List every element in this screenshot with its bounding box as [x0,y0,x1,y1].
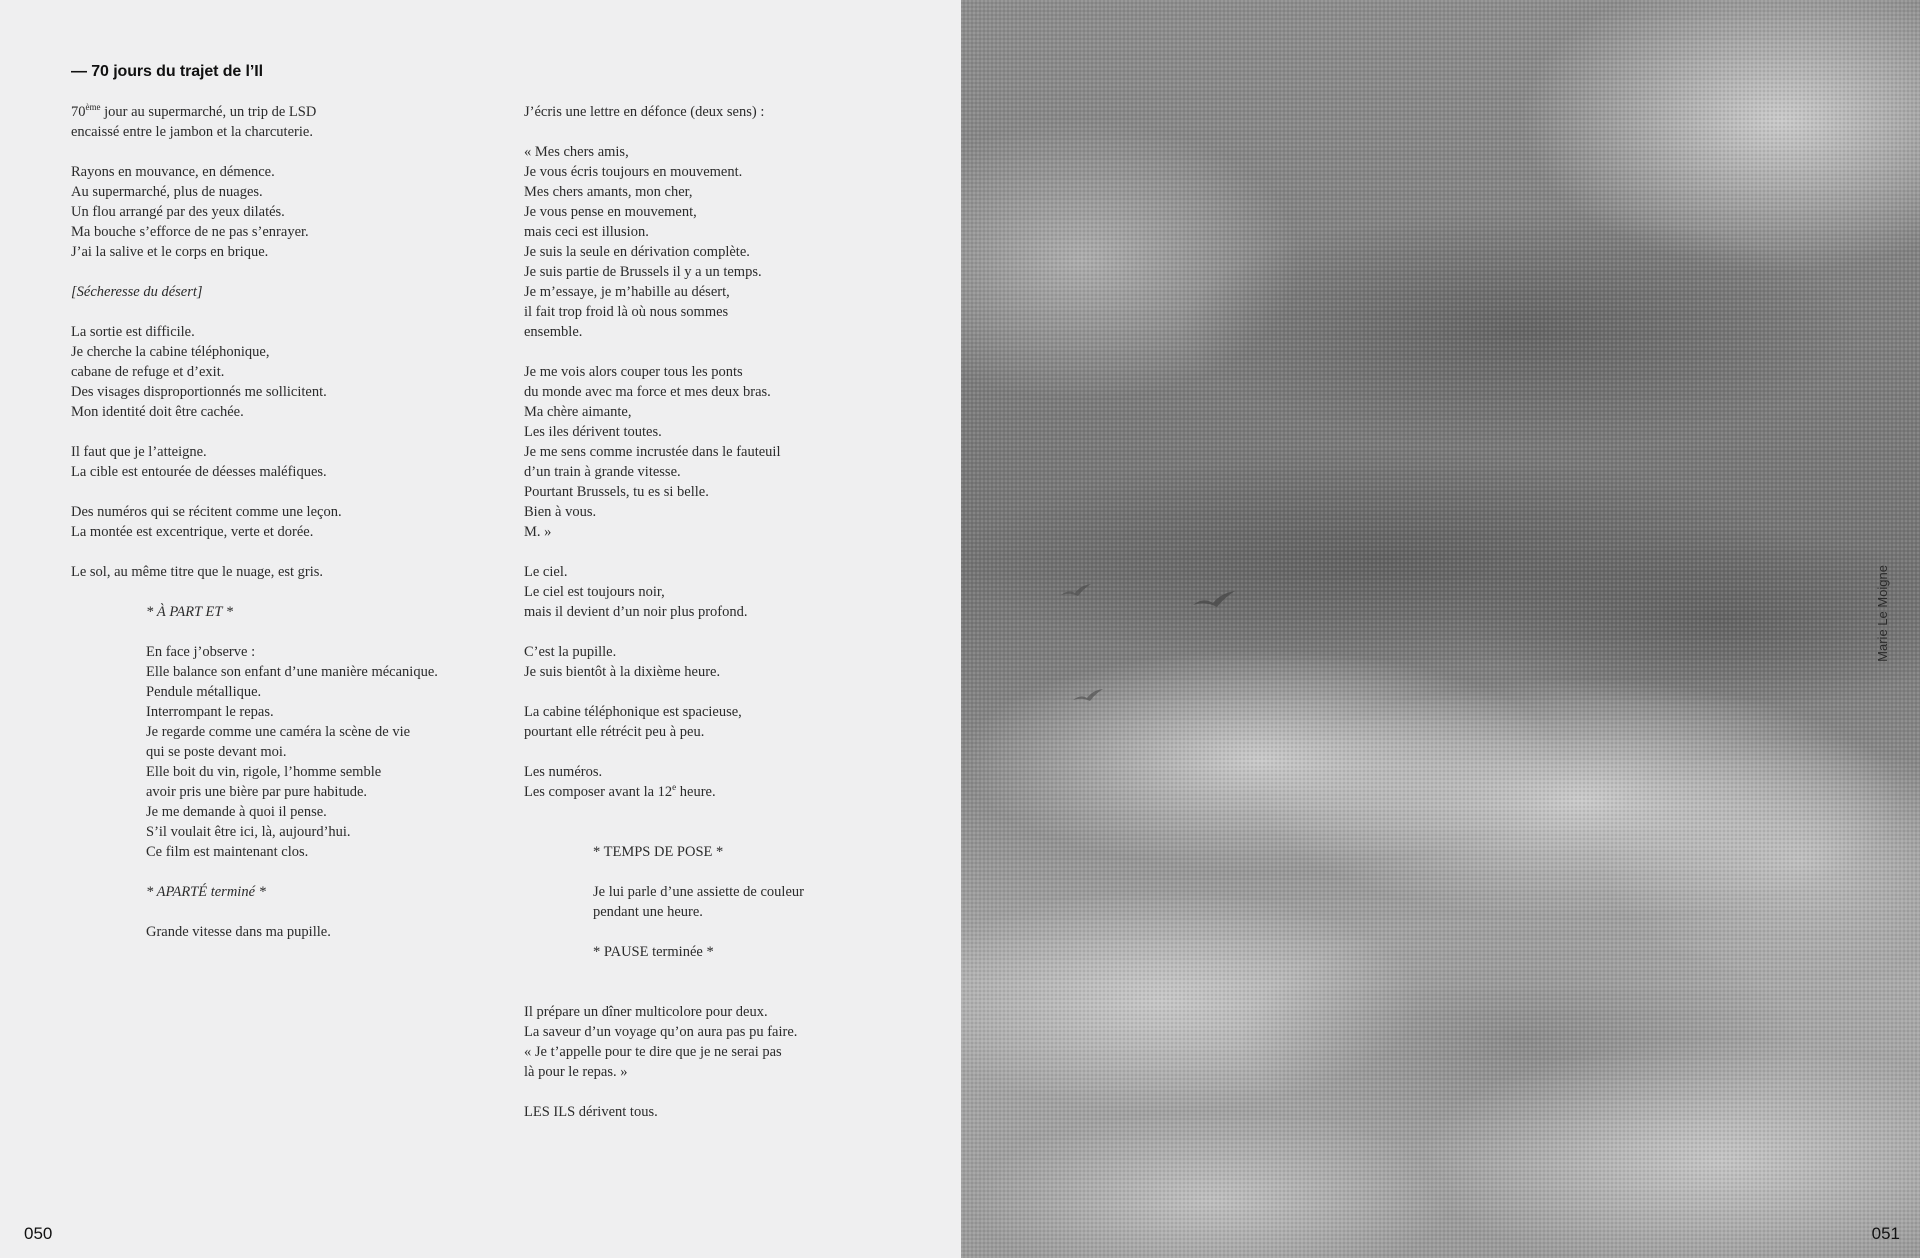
poem-line: Bien à vous. [524,504,597,520]
page-number-right: 051 [1871,1224,1900,1243]
poem-line: LES ILS dérivent tous. [524,1104,658,1120]
poem-line: Il prépare un dîner multicolore pour deux. [524,1004,768,1020]
poem-line: Des visages disproportionnés me sollicitent. [71,384,327,400]
poem-line: avoir pris une bière par pure habitude. [146,784,368,800]
right-page-photo [961,0,1920,1258]
poem-line: Je lui parle d’une assiette de couleur [593,884,804,900]
poem-line: Des numéros qui se récitent comme une leçon. [71,504,342,520]
poem-line: Je suis la seule en dérivation complète. [524,244,750,260]
poem-line: Je m’essaye, je m’habille au désert, [524,284,730,300]
poem-line: ensemble. [524,324,583,340]
poem-line: mais il devient d’un noir plus profond. [524,604,748,620]
poem-line: En face j’observe : [146,644,256,660]
section-marker: * APARTÉ terminé * [146,884,266,900]
poem-line: La cabine téléphonique est spacieuse, [524,704,742,720]
poem-line: pourtant elle rétrécit peu à peu. [524,724,705,740]
poem-line: La sortie est difficile. [71,324,195,340]
poem-line: Elle balance son enfant d’une manière mécanique. [146,664,438,680]
poem-line: Je vous pense en mouvement, [524,204,697,220]
poem-line: Je regarde comme une caméra la scène de vie [146,724,411,740]
poem-line: il fait trop froid là où nous sommes [524,304,729,320]
poem-line: Rayons en mouvance, en démence. [71,164,275,180]
poem-line: Je me vois alors couper tous les ponts [524,364,743,380]
poem-line: J’ai la salive et le corps en brique. [71,244,269,260]
poem-line: Les iles dérivent toutes. [524,424,662,440]
poem-line: Je suis bientôt à la dixième heure. [524,664,721,680]
poem-column-right [524,102,904,1122]
poem-line: S’il voulait être ici, là, aujourd’hui. [146,824,351,840]
poem-line: Au supermarché, plus de nuages. [71,184,263,200]
poem-line: Le ciel est toujours noir, [524,584,665,600]
poem-line: La montée est excentrique, verte et dorée. [71,524,314,540]
poem-line: Le sol, au même titre que le nuage, est gris. [71,564,324,580]
poem-line: Je me demande à quoi il pense. [146,804,327,820]
poem-line: Ma chère aimante, [524,404,632,420]
poem-line: « Mes chers amis, [524,144,629,160]
section-marker: * TEMPS DE POSE * [593,844,724,860]
poem-line: M. » [524,524,552,540]
poem-line: La cible est entourée de déesses maléfiques. [71,464,327,480]
poem-line: J’écris une lettre en défonce (deux sens) : [524,104,765,120]
poem-line: Les composer avant la 12e heure. [524,782,716,800]
poem-line: Je me sens comme incrustée dans le fauteuil [524,444,781,460]
poem-line: Je suis partie de Brussels il y a un temps. [524,264,762,280]
poem-line: La saveur d’un voyage qu’on aura pas pu faire. [524,1024,798,1040]
poem-line: d’un train à grande vitesse. [524,464,681,480]
poem-line: Les numéros. [524,764,603,780]
section-marker: * À PART ET * [146,604,234,620]
page-number-left: 050 [24,1224,53,1243]
poem-line: Ce film est maintenant clos. [146,844,309,860]
poem-line: Je cherche la cabine téléphonique, [71,344,270,360]
poem-aside: [Sécheresse du désert] [71,284,203,300]
poem-line: Mes chers amants, mon cher, [524,184,693,200]
poem-line: mais ceci est illusion. [524,224,649,240]
poem-line: du monde avec ma force et mes deux bras. [524,384,771,400]
poem-line: Pourtant Brussels, tu es si belle. [524,484,709,500]
poem-line: pendant une heure. [593,904,703,920]
poem-line: Il faut que je l’atteigne. [71,444,207,460]
poem-line: Le ciel. [524,564,568,580]
poem-line: « Je t’appelle pour te dire que je ne serai pas [524,1044,782,1060]
poem-line: Elle boit du vin, rigole, l’homme semble [146,764,382,780]
section-marker: * PAUSE terminée * [593,944,714,960]
poem-line: cabane de refuge et d’exit. [71,364,225,380]
poem-line: Je vous écris toujours en mouvement. [524,164,743,180]
poem-line: qui se poste devant moi. [146,744,287,760]
article-heading: — 70 jours du trajet de l’Il [71,63,263,80]
poem-column-left [71,102,491,942]
poem-line: là pour le repas. » [524,1064,628,1080]
poem-line: C’est la pupille. [524,644,617,660]
poem-line: Un flou arrangé par des yeux dilatés. [71,204,285,220]
cloudy-sky-photo [961,0,1920,1258]
poem-line: Grande vitesse dans ma pupille. [146,924,331,940]
poem-line: encaissé entre le jambon et la charcuterie. [71,124,313,140]
poem-line: Interrompant le repas. [146,704,274,720]
poem-line: Mon identité doit être cachée. [71,404,244,420]
photo-credit: Marie Le Moigne [1875,565,1890,662]
poem-line: 70ème jour au supermarché, un trip de LSD [71,102,317,120]
poem-line: Ma bouche s’efforce de ne pas s’enrayer. [71,224,309,240]
poem-line: Pendule métallique. [146,684,262,700]
